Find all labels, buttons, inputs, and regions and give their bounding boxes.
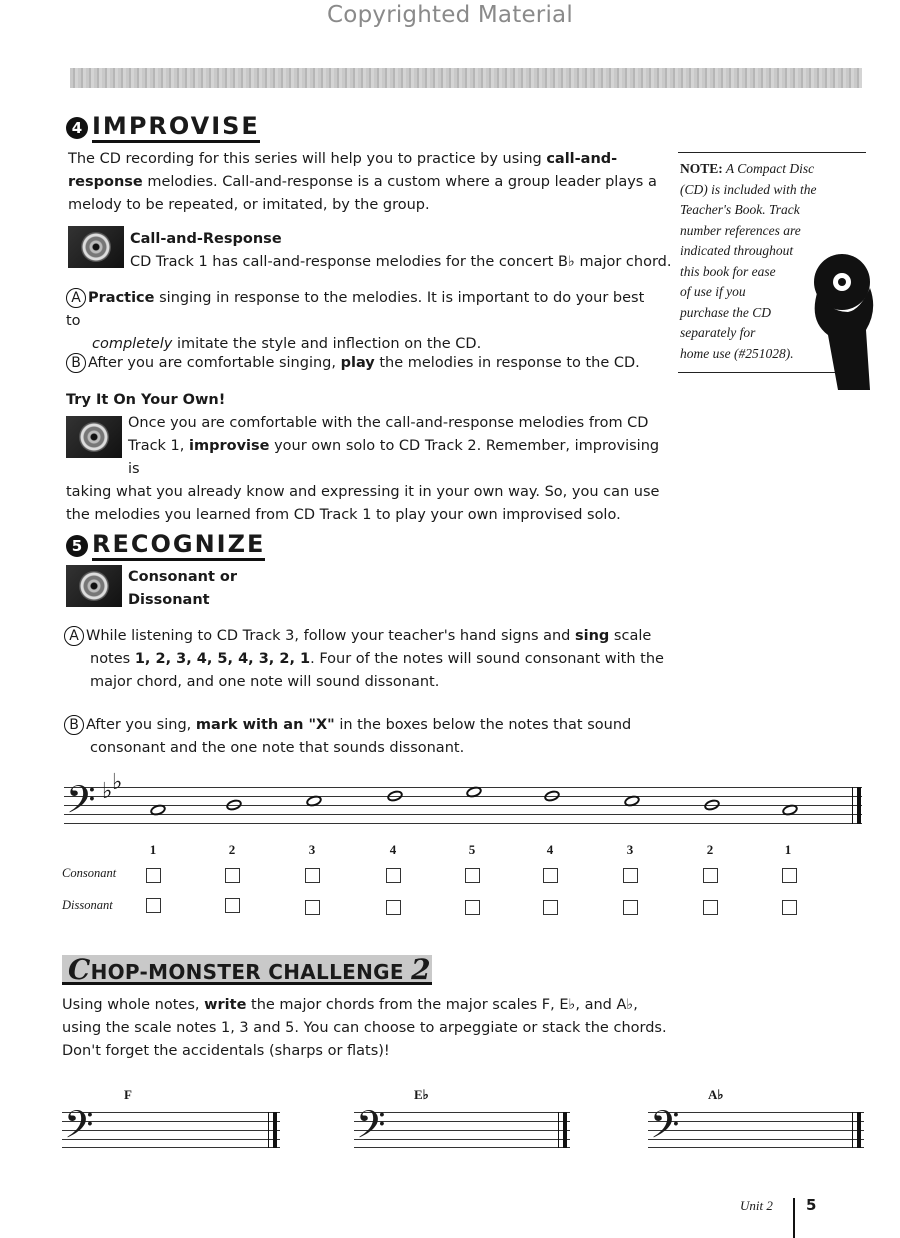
step-b-letter: B bbox=[66, 353, 86, 373]
scale-note-4b bbox=[543, 789, 561, 803]
consonant-row-label: Consonant bbox=[62, 866, 117, 880]
recognize-heading bbox=[66, 530, 265, 561]
dissonant-checkbox-1[interactable] bbox=[146, 898, 161, 913]
dissonant-checkbox-9[interactable] bbox=[782, 900, 797, 915]
dissonant-checkbox-6[interactable] bbox=[543, 900, 558, 915]
recognize-title: RECOGNIZE bbox=[92, 530, 265, 561]
improvise-intro: The CD recording for this series will help you to practice by using call-and- response melodies. Call-and-response is a custom where a group leader plays a melody to be repeated, or imitated, by the group. bbox=[68, 151, 657, 213]
chop-monster-instructions: Using whole notes, write the major chords from the major scales F, E♭, and A♭, using the scale notes 1, 3 and 5. You can choose to arpeggiate or stack the chords. Don't forget the accidentals (sharps or flats)! bbox=[62, 997, 667, 1059]
dissonant-checkbox-2[interactable] bbox=[225, 898, 240, 913]
hand-holding-cd-icon bbox=[808, 250, 878, 390]
writing-staff-aflat[interactable] bbox=[648, 1102, 864, 1156]
consonant-checkbox-2[interactable] bbox=[225, 868, 240, 883]
degree-label: 2 bbox=[706, 842, 714, 857]
consonant-checkbox-3[interactable] bbox=[305, 868, 320, 883]
improvise-heading bbox=[66, 112, 260, 143]
bass-clef-icon: 𝄢 bbox=[356, 1102, 386, 1156]
consonant-checkbox-8[interactable] bbox=[703, 868, 718, 883]
improvise-step-a: A Practice singing in response to the melodies. It is important to do your best to completely imitate the style and inflection on the CD. bbox=[66, 290, 645, 352]
section-number-badge: 4 bbox=[66, 117, 88, 139]
step-b-letter: B bbox=[64, 715, 84, 735]
step-a-letter: A bbox=[66, 288, 86, 308]
scale-note-4 bbox=[386, 789, 404, 803]
degree-label: 3 bbox=[308, 842, 316, 857]
degree-label: 2 bbox=[228, 842, 236, 857]
degree-label: 4 bbox=[389, 842, 397, 857]
dissonant-checkbox-8[interactable] bbox=[703, 900, 718, 915]
consonant-dissonant-title: Consonant or Dissonant bbox=[128, 569, 238, 608]
consonant-checkbox-1[interactable] bbox=[146, 868, 161, 883]
cd-icon bbox=[66, 416, 122, 458]
bass-clef-icon: 𝄢 bbox=[66, 777, 96, 831]
copyright-watermark: Copyrighted Material bbox=[327, 2, 573, 28]
note-sidebar: NOTE: A Compact Disc (CD) is included with the Teacher's Book. Track number references are indicated throughout this book for ease of use if you purchase the CD separately for home use (#251028). bbox=[678, 152, 866, 373]
chop-monster-title: CHOP-MONSTER CHALLENGE 2 bbox=[62, 955, 432, 985]
degree-label: 5 bbox=[468, 842, 476, 857]
cd-icon bbox=[68, 226, 124, 268]
unit-label: Unit 2 bbox=[740, 1198, 773, 1213]
dissonant-checkbox-3[interactable] bbox=[305, 900, 320, 915]
scale-note-2 bbox=[225, 798, 243, 812]
degree-label: 3 bbox=[626, 842, 634, 857]
consonant-checkbox-6[interactable] bbox=[543, 868, 558, 883]
call-response-title: Call-and-Response bbox=[130, 231, 282, 247]
header-bar bbox=[70, 68, 862, 88]
consonant-checkbox-4[interactable] bbox=[386, 868, 401, 883]
degree-label: 4 bbox=[546, 842, 554, 857]
footer-divider bbox=[793, 1198, 795, 1238]
key-signature-flat: ♭ bbox=[102, 779, 113, 804]
chord-label-f: F bbox=[124, 1087, 132, 1102]
try-it-title: Try It On Your Own! bbox=[66, 392, 226, 408]
dissonant-checkbox-5[interactable] bbox=[465, 900, 480, 915]
scale-staff bbox=[64, 770, 862, 831]
consonant-checkbox-9[interactable] bbox=[782, 868, 797, 883]
writing-staff-f[interactable] bbox=[62, 1102, 280, 1156]
call-response-text: CD Track 1 has call-and-response melodies for the concert B♭ major chord. bbox=[130, 254, 672, 270]
section-number-badge: 5 bbox=[66, 535, 88, 557]
degree-label: 1 bbox=[149, 842, 157, 857]
recognize-step-a: A While listening to CD Track 3, follow your teacher's hand signs and sing scale notes 1, 2, 3, 4, 5, 4, 3, 2, 1. Four of the notes will sound consonant with the major chord, and one note will sound dissonant. bbox=[64, 625, 664, 694]
cd-icon bbox=[66, 565, 122, 607]
bass-clef-icon: 𝄢 bbox=[64, 1102, 94, 1156]
chord-label-eflat: E♭ bbox=[414, 1087, 429, 1102]
dissonant-row-label: Dissonant bbox=[62, 898, 113, 912]
dissonant-checkbox-7[interactable] bbox=[623, 900, 638, 915]
page-number: 5 bbox=[806, 1196, 817, 1214]
key-signature-flat: ♭ bbox=[112, 770, 123, 795]
step-a-letter: A bbox=[64, 626, 84, 646]
dissonant-checkbox-4[interactable] bbox=[386, 900, 401, 915]
degree-label: 1 bbox=[784, 842, 792, 857]
call-response-block bbox=[130, 228, 671, 274]
chord-label-aflat: A♭ bbox=[708, 1087, 724, 1102]
writing-staff-eflat[interactable] bbox=[354, 1102, 570, 1156]
improvise-step-b: B After you are comfortable singing, play the melodies in response to the CD. bbox=[66, 352, 656, 375]
consonant-checkbox-5[interactable] bbox=[465, 868, 480, 883]
scale-note-2b bbox=[703, 798, 721, 812]
recognize-step-b: B After you sing, mark with an "X" in the boxes below the notes that sound consonant and the one note that sounds dissonant. bbox=[64, 714, 664, 760]
bass-clef-icon: 𝄢 bbox=[650, 1102, 680, 1156]
consonant-checkbox-7[interactable] bbox=[623, 868, 638, 883]
improvise-title: IMPROVISE bbox=[92, 112, 260, 143]
try-it-on-your-own: Try It On Your Own! Once you are comfortable with the call-and-response melodies from CD Track 1, improvise your own solo to CD Track 2. Remember, improvising is taking what you already know and expressing it in your own way. So, you can use the melodies you learned from CD Track 1 to play your own improvised solo. bbox=[66, 392, 660, 523]
